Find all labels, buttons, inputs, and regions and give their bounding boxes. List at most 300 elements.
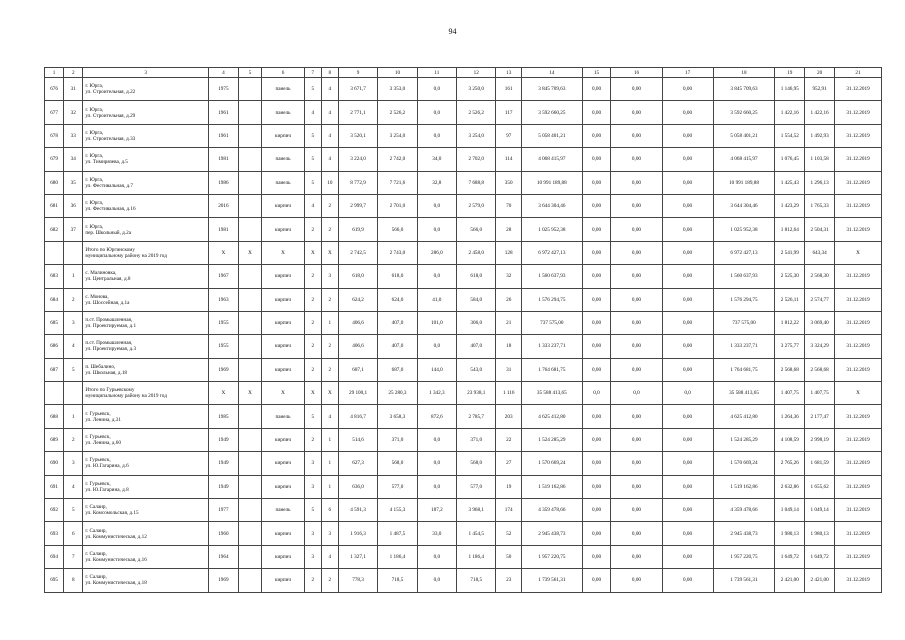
table-cell [238,405,261,428]
table-cell: 4 [64,475,83,498]
table-cell: 3 520,1 [338,124,377,147]
table-cell: 0,00 [662,194,713,217]
table-cell: 31.12.2019 [835,124,882,147]
table-cell: 1 957 220,75 [521,545,582,568]
table-row [45,194,882,217]
table-cell: 2 702,0 [457,148,496,171]
table-cell: 2 [321,335,338,358]
table-cell: 693 [45,522,64,545]
table-cell: кирпич [262,428,305,451]
table-cell: 2 177,47 [805,405,835,428]
table-cell: 1975 [208,78,238,101]
table-cell: 34,0 [417,148,456,171]
table-cell: 0,00 [582,194,611,217]
table-cell: 568,0 [378,452,417,475]
column-header: 15 [582,68,611,78]
table-cell: 31.12.2019 [835,265,882,288]
table-cell: 0,00 [611,171,662,194]
table-cell: 3 069,40 [805,311,835,334]
table-row [45,405,882,428]
table-cell: 306,0 [457,311,496,334]
table-cell [238,428,261,451]
table-cell: 1 425,43 [775,171,805,194]
table-cell: Итого по Гурьевскому муниципальному району на 2019 год [83,382,209,405]
table-cell: 0,00 [611,194,662,217]
table-cell: 3 592 660,25 [521,101,582,124]
table-cell: Итого по Юргинскому муниципальному району на 2019 год [83,241,209,264]
table-cell: 1 342,3 [417,382,456,405]
table-cell: г. Юрга, ул. Фестивальная, д.16 [83,194,209,217]
table-cell: 0,00 [582,101,611,124]
table-row [45,148,882,171]
table-cell: 0,00 [662,218,713,241]
column-header: 5 [238,68,261,78]
table-cell: 3 [321,265,338,288]
table-cell: 687,0 [378,358,417,381]
table-cell: 101,0 [417,311,456,334]
table-cell: 3 254,0 [378,124,417,147]
table-cell: кирпич [262,311,305,334]
table-cell: X [208,241,238,264]
table-cell: 2 [304,218,321,241]
table-cell: г. Гурьевск, ул. Ю.Гагарина, д.8 [83,475,209,498]
table-row [45,475,882,498]
table-row [45,452,882,475]
table-cell: 31 [496,358,522,381]
table-cell [64,382,83,405]
table-cell: 0,00 [582,171,611,194]
table-cell: 0,00 [582,311,611,334]
table-cell: 3 644 304,46 [713,194,775,217]
table-cell: 6 [64,522,83,545]
table-cell: 0,00 [582,499,611,522]
table-cell: 31.12.2019 [835,288,882,311]
table-cell: 2 458,0 [457,241,496,264]
table-cell: 1949 [208,428,238,451]
table-cell: 0,0 [417,101,456,124]
table-cell: кирпич [262,358,305,381]
table-cell: 1964 [208,545,238,568]
table-total-row [45,241,882,264]
table-cell: 678 [45,124,64,147]
table-cell: 687,1 [338,358,377,381]
table-cell: 0,00 [611,241,662,264]
table-cell [238,452,261,475]
table-cell: 18 [496,335,522,358]
table-cell: кирпич [262,265,305,288]
table-cell: кирпич [262,569,305,592]
table-cell: г. Юрга, ул. Строительная, д.33 [83,124,209,147]
table-cell: 31.12.2019 [835,428,882,451]
table-cell: 1 [321,428,338,451]
table-cell: 144,0 [417,358,456,381]
table-cell: 3 [64,311,83,334]
table-cell: 4 359 478,66 [713,499,775,522]
table-cell: 1 570 669,24 [521,452,582,475]
table-cell: 31 [64,78,83,101]
table-cell: 0,00 [662,335,713,358]
table-cell: 0,00 [582,218,611,241]
table-cell: 1 812,22 [775,311,805,334]
table-cell: 2 998,19 [805,428,835,451]
table-cell: г. Юрга, ул. Строительная, д.29 [83,101,209,124]
table-cell: 31.12.2019 [835,171,882,194]
column-header: 7 [304,68,321,78]
table-cell: 31.12.2019 [835,101,882,124]
column-header: 11 [417,68,456,78]
table-cell: 25 280,3 [378,382,417,405]
table-cell: 2 541,99 [775,241,805,264]
table-cell [238,335,261,358]
table-cell: 1 103,58 [805,148,835,171]
table-cell: 3 224,0 [338,148,377,171]
table-cell: 32 [496,265,522,288]
table-cell: 2 568,30 [805,265,835,288]
table-cell: 0,00 [662,288,713,311]
table-cell: 1 916,3 [338,522,377,545]
table-cell: 3 [304,452,321,475]
table-cell: 0,00 [582,288,611,311]
table-cell: 28 [496,218,522,241]
table-cell: 1 739 561,31 [521,569,582,592]
table-cell [238,101,261,124]
table-cell [238,499,261,522]
table-row [45,218,882,241]
table-cell: 2 [304,288,321,311]
table-cell: 1 765,33 [805,194,835,217]
table-cell: 1 454,5 [457,522,496,545]
table-cell: 0,00 [662,452,713,475]
table-cell: 691 [45,475,64,498]
table-cell: 407,0 [457,335,496,358]
table-cell: кирпич [262,545,305,568]
table-row [45,101,882,124]
table-cell: 1 327,1 [338,545,377,568]
table-cell: кирпич [262,335,305,358]
table-cell: X [321,382,338,405]
table-cell: 682 [45,218,64,241]
table-cell: 737 575,00 [713,311,775,334]
table-cell: 1 [321,475,338,498]
table-cell: X [208,382,238,405]
table-cell: 114 [496,148,522,171]
table-cell: X [238,382,261,405]
table-cell: 690 [45,452,64,475]
table-cell: г. Юрга, пер. Школьный, д.2а [83,218,209,241]
table-cell: 1 519 162,86 [521,475,582,498]
table-cell: X [238,241,261,264]
column-header: 2 [64,68,83,78]
table-cell: г. Юрга, ул. Строительная, д.22 [83,78,209,101]
table-cell: 33,0 [417,522,456,545]
table-cell: 0,00 [611,78,662,101]
table-cell: 1955 [208,311,238,334]
table-cell: 50 [496,545,522,568]
table-cell: 2 743,0 [378,241,417,264]
column-header: 17 [662,68,713,78]
table-cell: 2 945 438,73 [521,522,582,545]
table-cell: 3 658,3 [378,405,417,428]
table-cell: 10 [321,171,338,194]
table-cell: 3 353,0 [378,78,417,101]
table-cell: 286,0 [417,241,456,264]
table-cell: 31.12.2019 [835,522,882,545]
table-cell: 10 991 189,88 [521,171,582,194]
table-cell: 4 [321,405,338,428]
table-cell: 31.12.2019 [835,545,882,568]
table-cell: 8 [64,569,83,592]
table-cell: 1 576 294,75 [713,288,775,311]
table-cell: 1 049,14 [805,499,835,522]
table-cell: 5 058 401,21 [713,124,775,147]
table-cell: 2 742,0 [378,148,417,171]
table-cell: 1 560 637,93 [521,265,582,288]
table-cell: 3 324,29 [805,335,835,358]
table-cell: 679 [45,148,64,171]
table-cell: 31.12.2019 [835,335,882,358]
table-cell: 2 [321,358,338,381]
table-cell: 1 423,29 [775,194,805,217]
table-cell: 577,0 [457,475,496,498]
table-cell: 872,6 [417,405,456,428]
table-cell: 0,00 [611,569,662,592]
table-cell: 1969 [208,569,238,592]
table-cell: 1967 [208,265,238,288]
table-cell: 3 [304,545,321,568]
table-cell [238,288,261,311]
table-cell: 718,5 [457,569,496,592]
table-cell: г. Гурьевск, ул. Ленина, д.31 [83,405,209,428]
table-body [45,68,882,593]
table-cell: 4 068 415,97 [521,148,582,171]
table-cell: 0,0 [611,382,662,405]
table-cell: 2 [64,288,83,311]
table-cell [238,569,261,592]
table-cell: 31.12.2019 [835,569,882,592]
table-cell: 0,0 [417,545,456,568]
table-cell: кирпич [262,475,305,498]
table-cell: 1 812,64 [775,218,805,241]
table-cell: 406,6 [338,335,377,358]
table-cell: 688 [45,405,64,428]
table-cell: 1969 [208,358,238,381]
table-cell: 0,00 [611,265,662,288]
table-cell: с. Малиновка, ул. Центральная, д.8 [83,265,209,288]
table-cell: 32 [64,101,83,124]
table-cell: 5 [304,499,321,522]
table-cell: 35 588 413,65 [521,382,582,405]
table-cell: 566,0 [378,218,417,241]
table-cell: 0,00 [582,335,611,358]
table-cell: 2 [321,288,338,311]
table-cell: 1 739 561,31 [713,569,775,592]
table-cell: 3 254,0 [457,124,496,147]
table-cell: 4 [321,101,338,124]
table-cell: 737 575,00 [521,311,582,334]
table-cell: 5 [304,148,321,171]
table-cell: 0,00 [611,288,662,311]
table-cell: 0,00 [582,428,611,451]
table-cell: 2 [304,265,321,288]
table-cell: 1 980,13 [805,522,835,545]
table-cell: 0,00 [582,569,611,592]
table-cell: 1 560 637,93 [713,265,775,288]
table-cell: 0,00 [611,428,662,451]
table-cell: кирпич [262,124,305,147]
table-cell: 619,9 [338,218,377,241]
table-cell: 97 [496,124,522,147]
table-cell: 2 568,68 [775,358,805,381]
table-cell: 689 [45,428,64,451]
table-cell: панель [262,78,305,101]
table-cell: 5 [304,124,321,147]
table-cell: 2 [321,218,338,241]
table-cell: 4 [321,148,338,171]
table-cell: 0,00 [611,311,662,334]
table-cell: 187,2 [417,499,456,522]
table-cell: 0,00 [611,335,662,358]
table-cell: 2 [321,569,338,592]
table-cell: 695 [45,569,64,592]
table-cell: г. Салаир, ул. Комсомольская, д.15 [83,499,209,522]
table-cell: 0,00 [582,452,611,475]
table-cell: 618,0 [457,265,496,288]
table-cell: 1 519 162,86 [713,475,775,498]
column-header: 9 [338,68,377,78]
table-cell [238,358,261,381]
table-cell: 1 649,72 [805,545,835,568]
table-cell: 624,2 [338,288,377,311]
column-header: 12 [457,68,496,78]
table-cell: 0,00 [582,545,611,568]
table-cell: 0,00 [611,499,662,522]
table-cell: 0,00 [582,405,611,428]
table-cell: 37 [64,218,83,241]
table-cell: 6 972 427,13 [521,241,582,264]
table-cell: 0,00 [611,148,662,171]
table-cell: 1 524 285,29 [713,428,775,451]
table-cell: 1949 [208,452,238,475]
table-cell: кирпич [262,452,305,475]
table-cell: 407,0 [378,335,417,358]
table-cell: 0,00 [611,452,662,475]
table-cell: 1949 [208,475,238,498]
table-cell: 2 [304,428,321,451]
table-cell: 0,00 [662,78,713,101]
table-cell: 1 [321,452,338,475]
table-cell: 5 [304,405,321,428]
table-cell: 2 504,31 [805,218,835,241]
table-cell: панель [262,499,305,522]
table-cell: 566,0 [457,218,496,241]
table-cell: панель [262,171,305,194]
table-cell: п.ст. Промышленная, ул. Проектируемая, д.3 [83,335,209,358]
table-cell: 1977 [208,499,238,522]
table-cell: 2 568,68 [805,358,835,381]
table-cell [238,124,261,147]
table-cell: 23 [496,569,522,592]
column-header: 3 [83,68,209,78]
table-cell: 117 [496,101,522,124]
table-cell: 1 186,4 [378,545,417,568]
table-cell: 1 264,36 [775,405,805,428]
table-cell: 1 422,16 [805,101,835,124]
table-cell: 1963 [208,288,238,311]
table-cell: 543,0 [457,358,496,381]
table-cell: 1 025 952,38 [713,218,775,241]
table-cell: 1 492,93 [805,124,835,147]
table-cell: 35 588 413,65 [713,382,775,405]
table-cell: 29 100,1 [338,382,377,405]
table-total-row [45,382,882,405]
table-cell: 0,00 [582,265,611,288]
table-cell: 2 765,26 [775,452,805,475]
table-cell: 7 721,6 [378,171,417,194]
table-cell: г. Юрга, ул. Фестивальная, д.7 [83,171,209,194]
table-cell: 3 [321,522,338,545]
table-cell: 0,0 [417,452,456,475]
table-cell: 685 [45,311,64,334]
table-cell: 1 422,16 [775,101,805,124]
table-cell: 0,00 [611,358,662,381]
table-cell: X [262,241,305,264]
table-cell: г. Салаир, ул. Коммунистическая, д.16 [83,545,209,568]
table-cell: 3 845 709,63 [713,78,775,101]
table-cell: панель [262,101,305,124]
table-cell: 5 [304,171,321,194]
table-cell: 5 [64,499,83,522]
table-cell: 636,0 [338,475,377,498]
table-cell: с. Монова, ул. Шоссейная, д.1а [83,288,209,311]
table-cell: 1 076,45 [775,148,805,171]
table-cell: 0,00 [611,124,662,147]
table-cell: X [835,241,882,264]
table-cell: 2 574,77 [805,288,835,311]
table-row [45,545,882,568]
table-cell: 1 146,95 [775,78,805,101]
table-cell: 0,0 [417,218,456,241]
table-cell: 1 649,72 [775,545,805,568]
table-cell: 1 570 669,24 [713,452,775,475]
table-cell: 4 155,3 [378,499,417,522]
table-cell [238,545,261,568]
table-cell: 31.12.2019 [835,405,882,428]
table-cell: 568,0 [457,452,496,475]
table-cell: 0,00 [582,475,611,498]
table-cell: 2 [304,358,321,381]
table-cell: 1 681,59 [805,452,835,475]
table-cell: кирпич [262,218,305,241]
table-cell: г. Юрга, ул. Тимирязева, д.5 [83,148,209,171]
table-cell: 1 407,75 [775,382,805,405]
column-header: 1 [45,68,64,78]
column-header: 16 [611,68,662,78]
table-cell: 3 671,7 [338,78,377,101]
table-cell: 2 785,7 [457,405,496,428]
table-cell: 1 655,62 [805,475,835,498]
table-cell: 643,34 [805,241,835,264]
table-cell: 1961 [208,101,238,124]
table-cell: 4 816,7 [338,405,377,428]
table-cell: 4 625 412,80 [521,405,582,428]
table-cell: 0,00 [662,545,713,568]
table-cell: 5 [64,358,83,381]
table-cell: 676 [45,78,64,101]
table-cell: г. Салаир, ул. Коммунистическая, д.18 [83,569,209,592]
table-cell: 0,0 [417,335,456,358]
table-row [45,335,882,358]
table-cell: 952,91 [805,78,835,101]
